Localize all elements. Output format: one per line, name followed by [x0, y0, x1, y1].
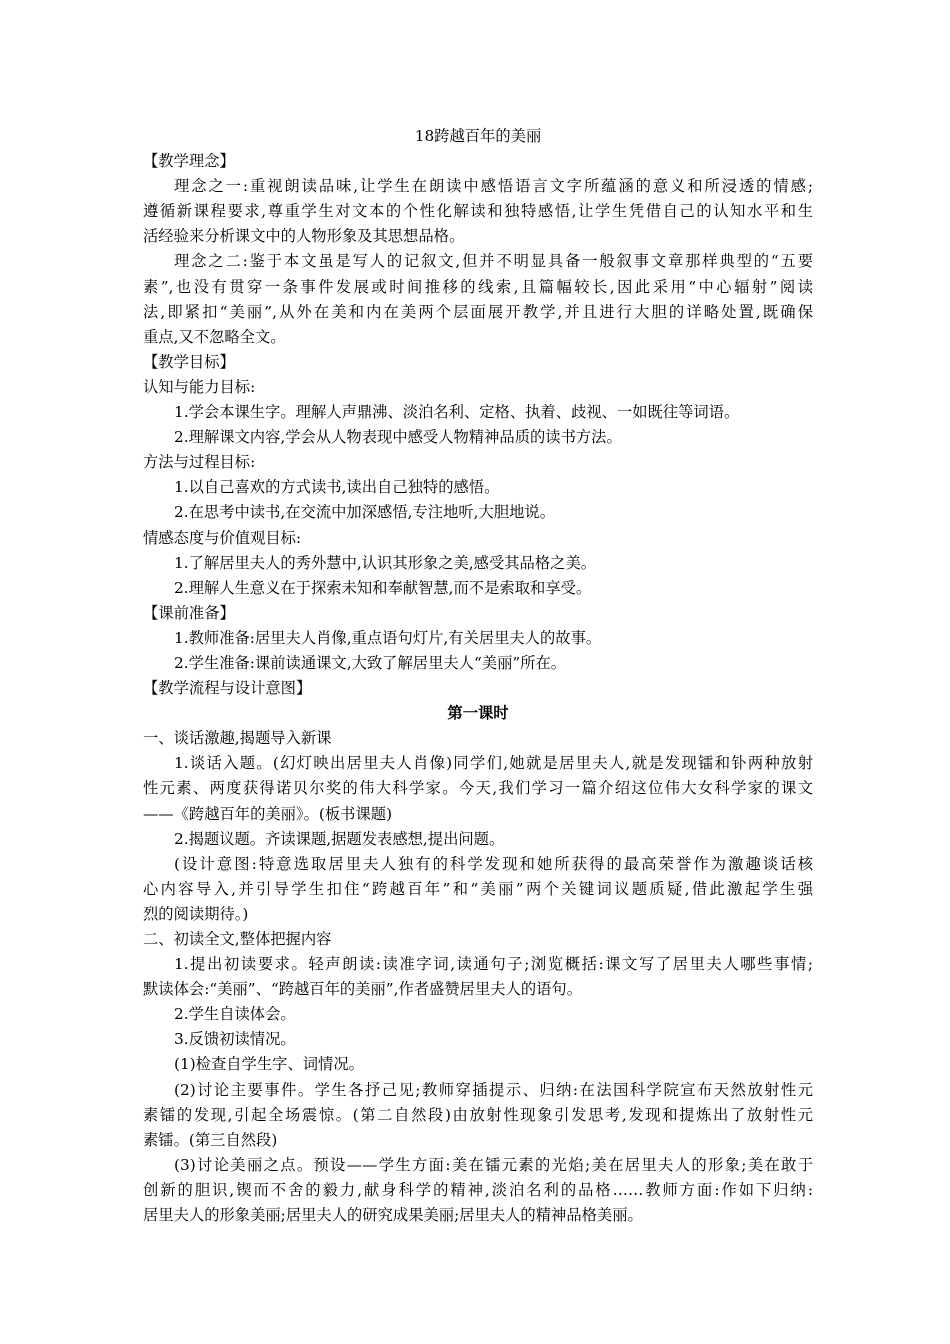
text-line: 活经验来分析课文中的人物形象及其思想品格。 — [143, 227, 465, 246]
text-line: 2.揭题议题。齐读课题,据题发表感想,提出问题。 — [174, 829, 505, 848]
text-line: 认知与能力目标: — [143, 377, 256, 396]
text-line: 情感态度与价值观目标: — [143, 528, 302, 547]
document-body — [143, 149, 813, 1228]
text-line: (2)讨论主要事件。学生各抒己见;教师穿插提示、归纳:在法国科学院宣布天然放射性元 — [174, 1080, 813, 1099]
text-line: 【教学理念】 — [143, 152, 235, 171]
text-line: 1.教师准备:居里夫人肖像,重点语句灯片,有关居里夫人的故事。 — [174, 628, 602, 647]
text-line: 【课前准备】 — [143, 603, 235, 622]
document-page — [143, 124, 813, 1228]
text-line: 法,即紧扣“美丽”,从外在美和内在美两个层面展开教学,并且进行大胆的详略处置,既确保 — [143, 302, 813, 321]
text-line: 重点,又不忽略全文。 — [143, 327, 286, 346]
text-line: 创新的胆识,锲而不舍的毅力,献身科学的精神,淡泊名利的品格……教师方面:作如下归纳: — [143, 1180, 813, 1199]
text-line: 素”,也没有贯穿一条事件发展或时间推移的线索,且篇幅较长,因此采用“中心辐射”阅读 — [143, 277, 813, 296]
text-line: 2.理解课文内容,学会从人物表现中感受人物精神品质的读书方法。 — [174, 428, 622, 447]
text-line: 性元素、两度获得诺贝尔奖的伟大科学家。今天,我们学习一篇介绍这位伟大女科学家的课文 — [143, 779, 813, 798]
text-line: 烈的阅读期待。) — [143, 904, 249, 923]
text-line: 2.在思考中读书,在交流中加深感悟,专注地听,大胆地说。 — [174, 503, 556, 522]
text-line: 方法与过程目标: — [143, 453, 256, 472]
text-line: 素镭。(第三自然段) — [143, 1130, 278, 1149]
text-line: (3)讨论美丽之点。预设——学生方面:美在镭元素的光焰;美在居里夫人的形象;美在敢于 — [174, 1155, 813, 1174]
text-line: 3.反馈初读情况。 — [174, 1030, 296, 1049]
text-line: 遵循新课程要求,尊重学生对文本的个性化解读和独特感悟,让学生凭借自己的认知水平和生 — [143, 202, 813, 221]
text-line: 【教学目标】 — [143, 352, 235, 371]
text-line: 二、初读全文,整体把握内容 — [143, 930, 332, 948]
text-line: 1.提出初读要求。轻声朗读:读准字词,读通句子;浏览概括:课文写了居里夫人哪些事情; — [174, 955, 813, 974]
text-line: 素镭的发现,引起全场震惊。(第二自然段)由放射性现象引发思考,发现和提炼出了放射性元 — [143, 1105, 813, 1124]
text-line: 心内容导入,并引导学生扣住“跨越百年”和“美丽”两个关键词议题质疑,借此激起学生强 — [143, 879, 813, 898]
text-line: (设计意图:特意选取居里夫人独有的科学发现和她所获得的最高荣誉作为激趣谈话核 — [174, 854, 813, 873]
document-title: 18跨越百年的美丽 — [414, 127, 542, 145]
text-line: 一、谈话激趣,揭题导入新课 — [143, 729, 332, 748]
text-line: ——《跨越百年的美丽》。(板书课题) — [143, 804, 393, 823]
text-line: 1.谈话入题。(幻灯映出居里夫人肖像)同学们,她就是居里夫人,就是发现镭和钋两种放射 — [174, 754, 813, 773]
text-line: 2.理解人生意义在于探索未知和奉献智慧,而不是索取和享受。 — [174, 578, 592, 597]
text-line: 理念之一:重视朗读品味,让学生在朗读中感悟语言文字所蕴涵的意义和所浸透的情感; — [174, 177, 813, 196]
text-line: 理念之二:鉴于本文虽是写人的记叙文,但并不明显具备一般叙事文章那样典型的“五要 — [174, 252, 813, 271]
text-line: 1.学会本课生字。理解人声鼎沸、淡泊名利、定格、执着、歧视、一如既往等词语。 — [174, 403, 740, 422]
text-line: 第一课时 — [447, 704, 509, 723]
text-line: 2.学生自读体会。 — [174, 1005, 296, 1024]
text-line: 【教学流程与设计意图】 — [143, 679, 312, 698]
text-line: 1.了解居里夫人的秀外慧中,认识其形象之美,感受其品格之美。 — [174, 553, 597, 572]
text-line: 居里夫人的形象美丽;居里夫人的研究成果美丽;居里夫人的精神品格美丽。 — [143, 1206, 643, 1225]
text-line: 默读体会:“美丽”、“跨越百年的美丽”,作者盛赞居里夫人的语句。 — [143, 980, 583, 999]
text-line: 1.以自己喜欢的方式读书,读出自己独特的感悟。 — [174, 478, 500, 497]
text-line: 2.学生准备:课前读通课文,大致了解居里夫人“美丽”所在。 — [174, 653, 567, 672]
text-line: (1)检查自学生字、词情况。 — [174, 1055, 364, 1074]
